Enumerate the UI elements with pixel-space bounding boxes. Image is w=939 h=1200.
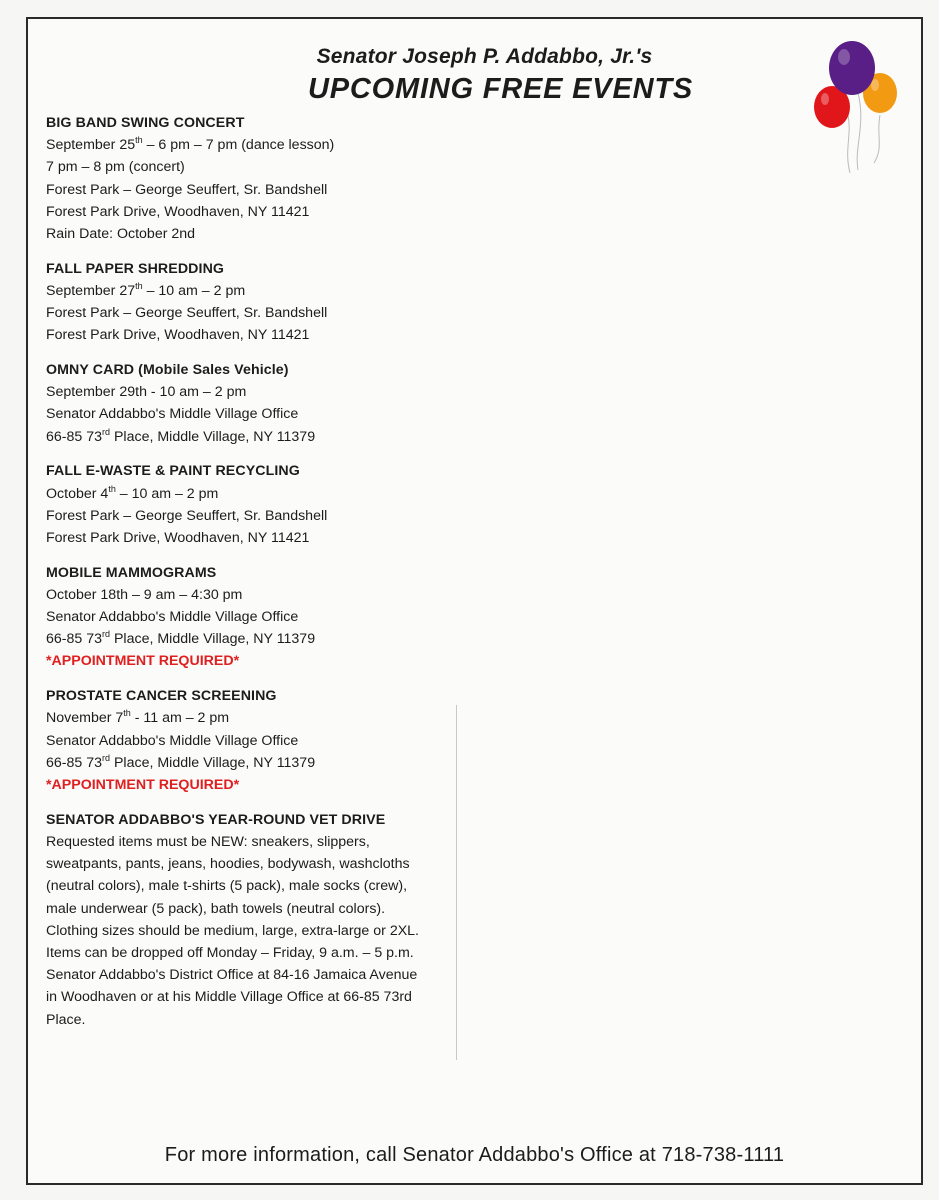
- event-address: 66-85 73rd Place, Middle Village, NY 11379: [46, 752, 316, 771]
- event-date: October 18th – 9 am – 4:30 pm: [46, 586, 243, 603]
- event-date: September 29th - 10 am – 2 pm: [46, 384, 247, 401]
- flyer-title-line1: Senator Joseph P. Addabbo, Jr.'s: [316, 45, 653, 68]
- vet-drive-text: Place.: [46, 1011, 86, 1028]
- vet-drive-text: male underwear (5 pack), bath towels (neutral colors).: [46, 900, 386, 917]
- event-title: PROSTATE CANCER SCREENING: [46, 688, 277, 705]
- event-title: OMNY CARD (Mobile Sales Vehicle): [46, 362, 289, 379]
- event-line: 7 pm – 8 pm (concert): [46, 159, 185, 176]
- event-line: Forest Park – George Seuffert, Sr. Bandshell: [46, 507, 328, 524]
- balloon-purple: [829, 41, 875, 95]
- vet-drive-text: Clothing sizes should be medium, large, extra-large or 2XL.: [46, 922, 420, 939]
- event-line: Forest Park – George Seuffert, Sr. Bandshell: [46, 181, 328, 198]
- event-paper-shredding: [46, 258, 466, 347]
- event-date: September 25th – 6 pm – 7 pm (dance lesson): [46, 135, 335, 154]
- events-list: [46, 112, 466, 1043]
- event-address: 66-85 73rd Place, Middle Village, NY 11379: [46, 426, 316, 445]
- event-date: September 27th – 10 am – 2 pm: [46, 280, 246, 299]
- event-line: Forest Park Drive, Woodhaven, NY 11421: [46, 529, 310, 546]
- event-date: October 4th – 10 am – 2 pm: [46, 483, 219, 502]
- event-title: BIG BAND SWING CONCERT: [46, 115, 245, 131]
- event-line: Forest Park Drive, Woodhaven, NY 11421: [46, 327, 310, 344]
- event-title: FALL PAPER SHREDDING: [46, 260, 225, 277]
- event-line: Senator Addabbo's Middle Village Office: [46, 406, 299, 423]
- event-title: SENATOR ADDABBO'S YEAR-ROUND VET DRIVE: [46, 811, 386, 828]
- event-omny-card: [46, 359, 466, 448]
- vet-drive-text: (neutral colors), male t-shirts (5 pack), male socks (crew),: [46, 878, 408, 895]
- column-divider: [456, 705, 457, 1060]
- appointment-required-note: *APPOINTMENT REQUIRED*: [46, 776, 240, 793]
- balloons-illustration: [808, 35, 908, 185]
- event-e-waste: [46, 460, 466, 549]
- event-date: November 7th - 11 am – 2 pm: [46, 708, 230, 727]
- event-line: Senator Addabbo's Middle Village Office: [46, 609, 299, 626]
- event-line: Forest Park Drive, Woodhaven, NY 11421: [46, 203, 310, 220]
- event-vet-drive: [46, 809, 466, 1031]
- vet-drive-text: in Woodhaven or at his Middle Village Office at 66-85 73rd: [46, 989, 412, 1006]
- event-prostate-screening: [46, 685, 466, 796]
- vet-drive-text: Senator Addabbo's District Office at 84-16 Jamaica Avenue: [46, 967, 418, 984]
- appointment-required-note: *APPOINTMENT REQUIRED*: [46, 653, 240, 670]
- event-line: Rain Date: October 2nd: [46, 226, 196, 243]
- event-line: Senator Addabbo's Middle Village Office: [46, 732, 299, 749]
- footer-contact: For more information, call Senator Addabbo's Office at 718-738-1111: [164, 1144, 785, 1166]
- vet-drive-text: Items can be dropped off Monday – Friday, 9 a.m. – 5 p.m.: [46, 944, 414, 961]
- event-title: MOBILE MAMMOGRAMS: [46, 564, 217, 581]
- event-mammograms: [46, 562, 466, 673]
- event-line: Forest Park – George Seuffert, Sr. Bandshell: [46, 305, 328, 322]
- flyer-page: [26, 17, 923, 1185]
- vet-drive-text: Requested items must be NEW: sneakers, slippers,: [46, 833, 370, 850]
- event-address: 66-85 73rd Place, Middle Village, NY 11379: [46, 629, 316, 648]
- event-title: FALL E-WASTE & PAINT RECYCLING: [46, 463, 300, 480]
- balloon-string: [857, 93, 861, 170]
- flyer-header: [28, 45, 921, 106]
- balloon-string: [874, 115, 880, 163]
- balloon-string: [848, 115, 850, 173]
- vet-drive-text: sweatpants, pants, jeans, hoodies, bodywash, washcloths: [46, 856, 410, 873]
- flyer-title-line2: UPCOMING FREE EVENTS: [308, 73, 693, 105]
- event-big-band: [46, 112, 466, 245]
